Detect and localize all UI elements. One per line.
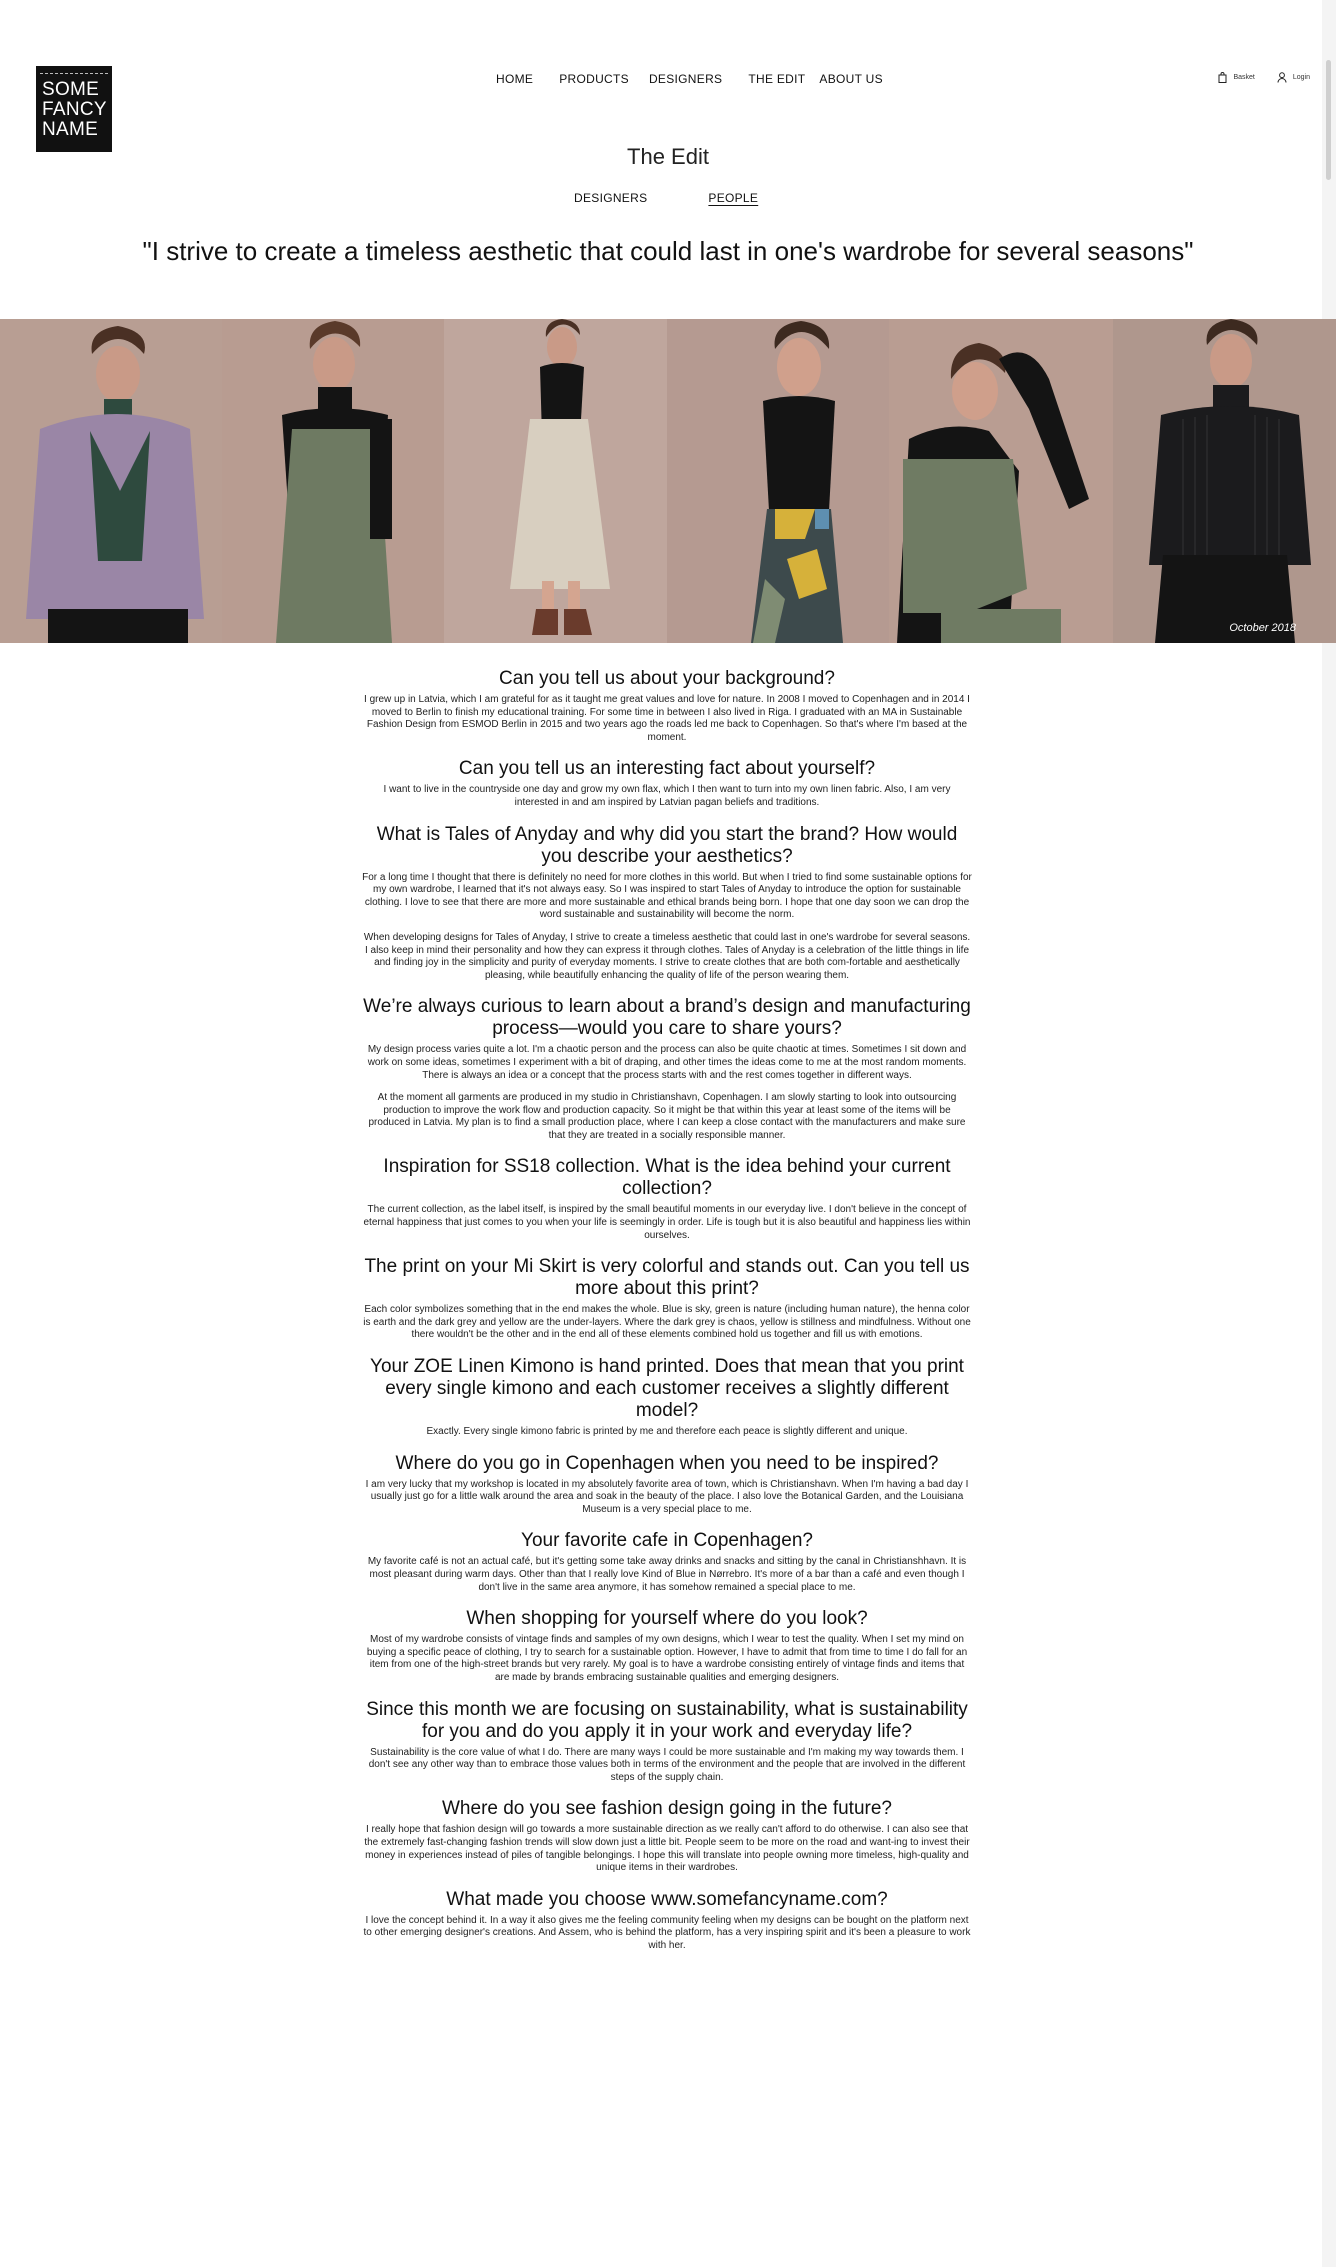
qa-background (362, 668, 972, 744)
hero-caption: October 2018 (1229, 622, 1296, 634)
answer-paragraph: I love the concept behind it. In a way it also gives me the feeling community feeling when my designs can be bought on the platform next to other emerging designer's creations. And Assem, who is behind the platform, has a very inspiring spirit and it's been a pleasure to work with her. (363, 1914, 971, 1951)
logo-line-3: NAME (42, 119, 99, 140)
interview-article (362, 668, 972, 1967)
brand-logo[interactable] (36, 66, 112, 152)
question-heading: Where do you see fashion design going in the future? (442, 1798, 892, 1820)
photo-model-lilac-jacket (0, 319, 222, 643)
answer-paragraph: I want to live in the countryside one day and grow my own flax, which I then want to turn into my own linen fabric. Also, I am very interested in and am inspired by Latvian pagan beliefs and traditions. (383, 784, 951, 808)
edit-subtabs (574, 191, 758, 205)
answer-paragraph: For a long time I thought that there is definitely no need for more clothes in this world. But when I tried to find some sustainable options for my own wardrobe, I learned that it's not always easy. So I was inspired to start Tales of Anyday to introduce the option for sustainable clothing. I love to see that there are more and more sustainable and ethical brands being born. I hope that one day soon we can drop the word sustainable and sustainability will become the norm. (362, 871, 972, 921)
photo-model-green-pinafore (222, 319, 444, 643)
tab-people[interactable]: PEOPLE (708, 191, 759, 205)
answer-paragraph: The current collection, as the label itself, is inspired by the small beautiful moments in our everyday live. I don't believe in the concept of eternal happiness that just comes to you when your life is seemingly in order. Life is tough but it is also beautiful and happiness lies within ourselves. (363, 1204, 971, 1241)
logo-line-1: SOME (42, 79, 100, 100)
answer-paragraph: When developing designs for Tales of Anyday, I strive to create a timeless aesthetic that could last in one's wardrobe for several seasons. I also keep in mind their personality and how they can express it through clothes. Tales of Anyday is a celebration of the little things in life and finding joy in the simplicity and purity of everyday moments. I strive to create clothes that are both com-fortable and aesthetically pleasing, while beautifully enhancing the quality of life of the person wearing them. (363, 931, 971, 981)
page-title: The Edit (627, 144, 709, 169)
logo-line-2: FANCY (42, 99, 107, 120)
question-heading: Can you tell us about your background? (499, 668, 835, 689)
question-heading: What is Tales of Anyday and why did you start the brand? How would you describe your aesthetics? (376, 823, 958, 867)
question-heading: When shopping for yourself where do you look? (466, 1608, 868, 1630)
answer-paragraph: Each color symbolizes something that in the end makes the whole. Blue is sky, green is nature (including human nature), the henna color is earth and the dark grey and yellow are the under-layers. Where the dark grey is chaos, yellow is stillness and mindfulness. Without one there wouldn't be the other and in the end all of these elements combined hold us together and fill us with emotions. (363, 1304, 971, 1341)
qa-mi-skirt-print (362, 1256, 972, 1342)
question-heading: Inspiration for SS18 collection. What is the idea behind your current collection? (383, 1156, 951, 1200)
answer-paragraph: At the moment all garments are produced in my studio in Christianshavn, Copenhagen. I am slowly starting to look into outsourcing production to improve the work flow and production capacity. So it might be that within this year at least some of the items will be produced in Latvia. My plan is to find a small production place, where I can keep a close contact with the manufacturers and make sure that they are treated in a socially responsible manner. (368, 1092, 966, 1141)
basket-link[interactable] (1218, 72, 1254, 83)
logo-dashed-rule (40, 73, 108, 74)
question-heading: Your favorite cafe in Copenhagen? (521, 1530, 813, 1552)
qa-shopping (362, 1608, 972, 1684)
qa-favorite-cafe (362, 1530, 972, 1594)
login-label: Login (1292, 74, 1310, 81)
qa-copenhagen-inspiration (362, 1453, 972, 1517)
answer-paragraph: I am very lucky that my workshop is located in my absolutely favorite area of town, which is Christianshavn. When I'm having a bad day I usually just go for a little walk around the area and soak in the beauty of the place. I also love the Botanical Garden, and the Louisiana Museum is a very special place to me. (365, 1478, 969, 1515)
qa-interesting-fact (362, 758, 972, 809)
question-heading: The print on your Mi Skirt is very colorful and stands out. Can you tell us more about this print? (364, 1256, 970, 1300)
nav-the-edit[interactable]: THE EDIT (748, 72, 806, 86)
answer-paragraph: I really hope that fashion design will go towards a more sustainable direction as we really can't afford to do otherwise. I can also see that the extremely fast-changing fashion trends will slow down just a little bit. People seem to be more on the road and want-ing to invest their money in experiences instead of piles of tangible belongings. I hope this will translate into people owning more timeless, high-quality and unique items in their wardrobes. (364, 1824, 970, 1874)
qa-sustainability (362, 1699, 972, 1785)
question-heading: We’re always curious to learn about a brand’s design and manufacturing process—would you care to share yours? (363, 996, 971, 1040)
nav-about-us[interactable]: ABOUT US (819, 72, 883, 86)
login-link[interactable] (1277, 72, 1310, 83)
photo-model-cream-skirt (444, 319, 667, 643)
qa-zoe-kimono (362, 1356, 972, 1439)
qa-future-of-fashion (362, 1798, 972, 1874)
utility-links (1218, 72, 1310, 83)
question-heading: Your ZOE Linen Kimono is hand printed. Does that mean that you print every single kimono and each customer receives a slightly different model? (370, 1356, 964, 1422)
answer-paragraph: My favorite café is not an actual café, but it's getting some take away drinks and snacks and sitting by the canal in Christianshhavn. It is most pleasant during warm days. Other than that I really love Kind of Blue in Nørrebro. It's more of a bar than a café and even though I don't live in the same area anymore, it has somehow remained a special place to me. (367, 1556, 967, 1593)
answer-paragraph: Sustainability is the core value of what I do. There are many ways I could be more sustainable and I'm making my way towards them. I don't see any other way than to embrace those values both in terms of the environment and the people that are involved in the different steps of the supply chain. (368, 1746, 966, 1783)
hero-photo-strip (0, 319, 1336, 643)
qa-why-somefancyname (362, 1889, 972, 1953)
photo-model-black-dress (1113, 319, 1336, 643)
photo-model-green-vest (889, 319, 1113, 643)
answer-paragraph: My design process varies quite a lot. I'm a chaotic person and the process can also be quite chaotic at times. Sometimes I sit down and work on some ideas, sometimes I experiment with a bit of draping, and other times the ideas come to me at the most random moments. There is always an idea or a concept that the process starts with and the rest comes together in different ways. (367, 1044, 967, 1081)
tab-designers[interactable]: DESIGNERS (574, 191, 648, 205)
qa-ss18-inspiration (362, 1156, 972, 1242)
qa-tales-of-anyday (362, 824, 972, 983)
question-heading: Since this month we are focusing on sustainability, what is sustainability for you and do you apply it in your work and everyday life? (366, 1698, 968, 1742)
qa-design-process (362, 996, 972, 1142)
answer-paragraph: I grew up in Latvia, which I am grateful for as it taught me great values and love for nature. In 2008 I moved to Copenhagen and in 2014 I moved to Berlin to finish my educational training. For some time in between I also lived in Riga. I graduated with an MA in Sustainable Fashion Design from ESMOD Berlin in 2015 and two years ago the roads led me back to Copenhagen. So that's where I'm based at the moment. (364, 694, 970, 743)
basket-label: Basket (1233, 74, 1255, 81)
user-icon (1277, 72, 1287, 83)
question-heading: Where do you go in Copenhagen when you need to be inspired? (395, 1452, 939, 1474)
nav-designers[interactable]: DESIGNERS (648, 72, 723, 86)
question-heading: Can you tell us an interesting fact about yourself? (458, 758, 876, 780)
answer-paragraph: Exactly. Every single kimono fabric is printed by me and therefore each peace is slightly different and unique. (426, 1426, 908, 1438)
nav-products[interactable]: PRODUCTS (559, 72, 629, 86)
answer-paragraph: Most of my wardrobe consists of vintage finds and samples of my own designs, which I wear to test the quality. When I set my mind on buying a specific peace of clothing, I try to search for a sustainable option. However, I have to admit that from time to time I do fall for an item from one of the high-street brands but very rarely. My goal is to have a wardrobe consisting entirely of vintage finds and items that are made by brands embracing sustainable qualities and emerging designers. (366, 1634, 968, 1683)
pull-quote: "I strive to create a timeless aesthetic that could last in one's wardrobe for several seasons" (142, 236, 1194, 266)
main-navigation (496, 72, 909, 88)
shopping-bag-icon (1218, 72, 1227, 83)
photo-model-printed-skirt (667, 319, 889, 643)
nav-home[interactable]: HOME (496, 72, 534, 86)
question-heading: What made you choose www.somefancyname.com? (446, 1888, 888, 1910)
